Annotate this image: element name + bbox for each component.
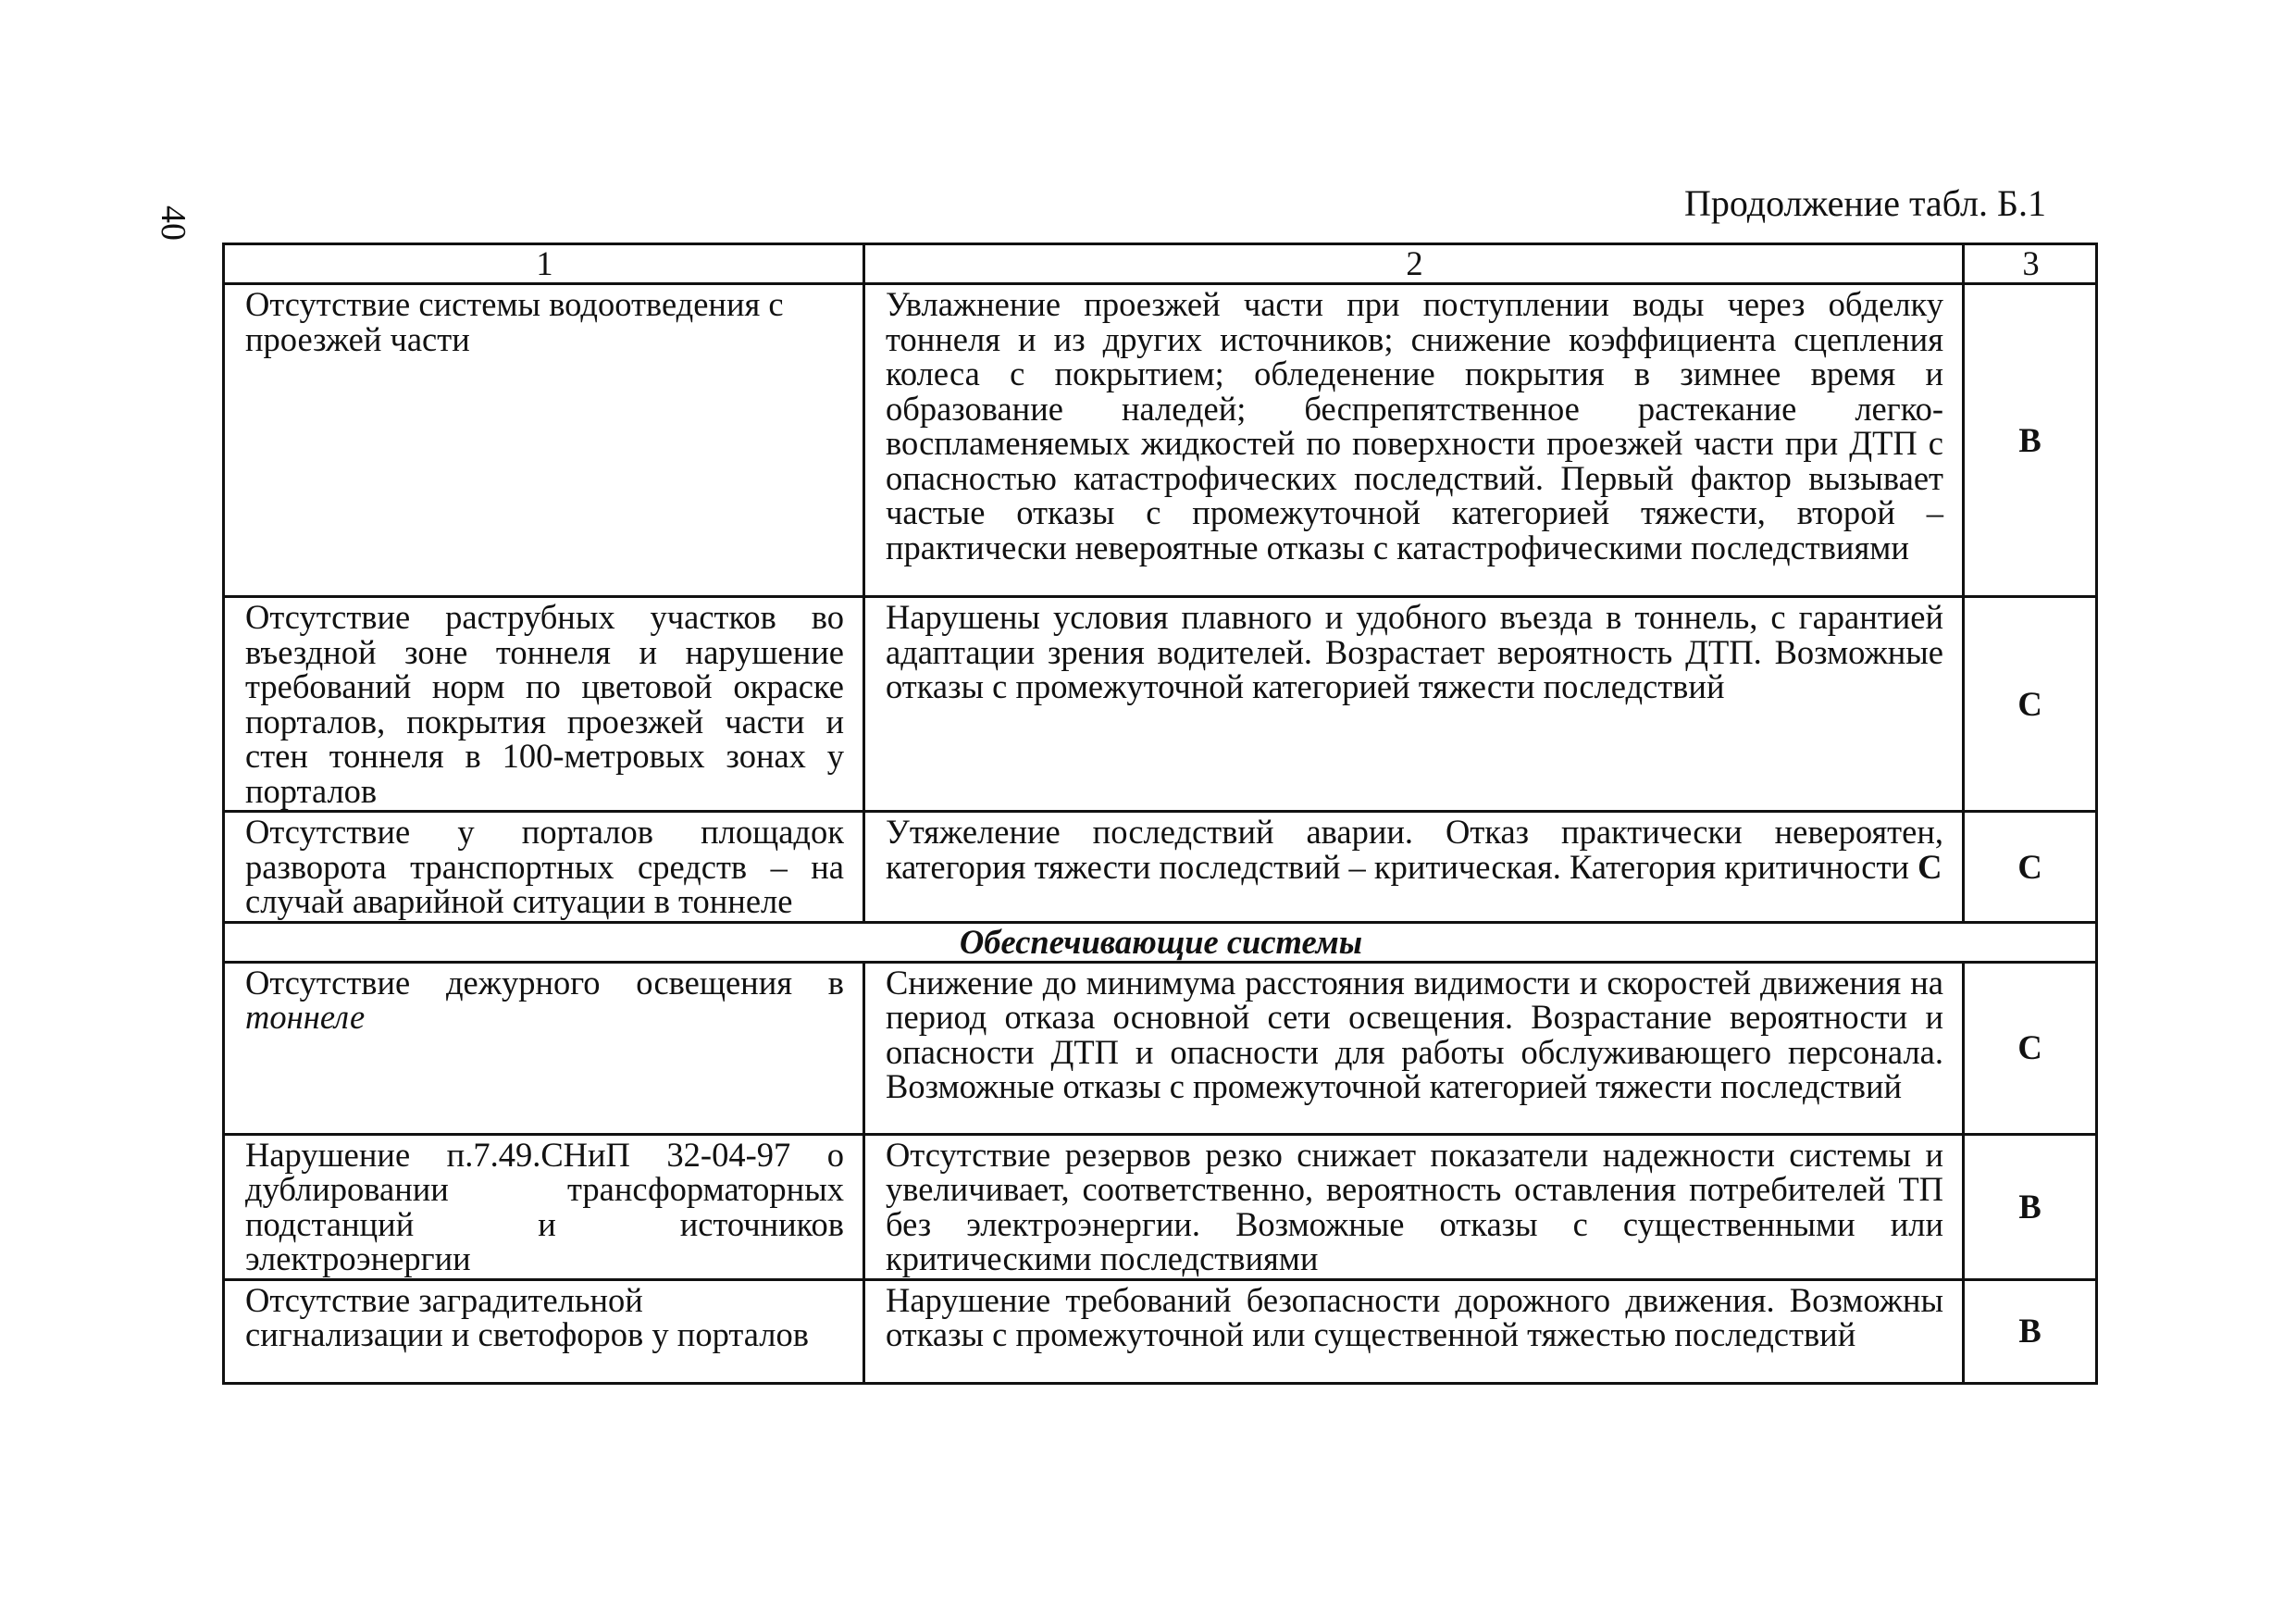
consequence-cell [864, 812, 1964, 923]
table-header-row [224, 244, 2097, 284]
consequence-cell: Отсутствие резервов резко снижает показатели надежности системы и увеличивает, соответственно, вероятность оставления потребителей ТП без электроэнергии. Возможные отказы с существенными или критическими последствиями [864, 1134, 1964, 1279]
consequence-text: Утяжеление последствий аварии. Отказ практически невероятен, категория тяжести последствий – критическая. Категория критичности [886, 813, 1943, 886]
section-title: Обеспечивающие системы [224, 922, 2097, 962]
table-row [224, 597, 2097, 812]
hazard-table [222, 243, 2098, 1385]
table-continuation-label: Продолжение табл. Б.1 [1684, 182, 2046, 224]
category-cell: С [1964, 597, 2097, 812]
category-cell: С [1964, 962, 2097, 1134]
table-row [224, 1134, 2097, 1279]
section-row [224, 922, 2097, 962]
column-header-2: 2 [864, 244, 1964, 284]
consequence-cell: Нарушение требований безопасности дорожного движения. Возможны отказы с промежуточной или существенной тяжестью последствий [864, 1279, 1964, 1383]
hazard-italic-text: тоннеле [245, 998, 366, 1036]
table-row [224, 284, 2097, 597]
consequence-cell: Нарушены условия плавного и удобного въезда в тоннель, с гарантией адаптации зрения водителей. Возрастает вероятность ДТП. Возможные отказы с промежуточной категорией тяжести последствий [864, 597, 1964, 812]
column-header-1: 1 [224, 244, 864, 284]
hazard-cell: Отсутствие системы водоотведения с проезжей части [224, 284, 864, 597]
category-cell: С [1964, 812, 2097, 923]
hazard-cell: Отсутствие у порталов площадок разворота транспортных средств – на случай аварийной ситуации в тоннеле [224, 812, 864, 923]
consequence-cell: Снижение до минимума расстояния видимости и скоростей движения на период отказа основной сети освещения. Возрастание вероятности и опасности ДТП и опасности для работы обслуживающего персонала. Возможные отказы с промежуточной категорией тяжести последствий [864, 962, 1964, 1134]
page-number: 40 [154, 205, 192, 241]
category-cell: В [1964, 284, 2097, 597]
table-row [224, 1279, 2097, 1383]
hazard-text: Отсутствие дежурного освещения в [245, 963, 844, 1002]
hazard-cell [224, 962, 864, 1134]
consequence-cell: Увлажнение проезжей части при поступлении воды через обделку тоннеля и из других источников; снижение коэффициента сцепления колеса с покрытием; обледенение покрытия в зимнее время и образование наледей; беспрепятственное растекание легко-воспламеняемых жидкостей по поверхности проезжей части при ДТП с опасностью катастрофических последствий. Первый фактор вызывает частые отказы с промежуточной категорией тяжести, второй – практически невероятные отказы с катастрофическими последствиями [864, 284, 1964, 597]
hazard-cell: Отсутствие раструбных участков во въездной зоне тоннеля и нарушение требований норм по цветовой окраске порталов, покрытия проезжей части и стен тоннеля в 100-метровых зонах у порталов [224, 597, 864, 812]
category-cell: В [1964, 1279, 2097, 1383]
hazard-cell: Отсутствие заградительной сигнализации и светофоров у порталов [224, 1279, 864, 1383]
hazard-cell: Нарушение п.7.49.СНиП 32-04-97 о дублировании трансформаторных подстанций и источников электроэнергии [224, 1134, 864, 1279]
table-row [224, 962, 2097, 1134]
category-cell: В [1964, 1134, 2097, 1279]
criticality-category: С [1917, 847, 1942, 886]
column-header-3: 3 [1964, 244, 2097, 284]
table-row [224, 812, 2097, 923]
